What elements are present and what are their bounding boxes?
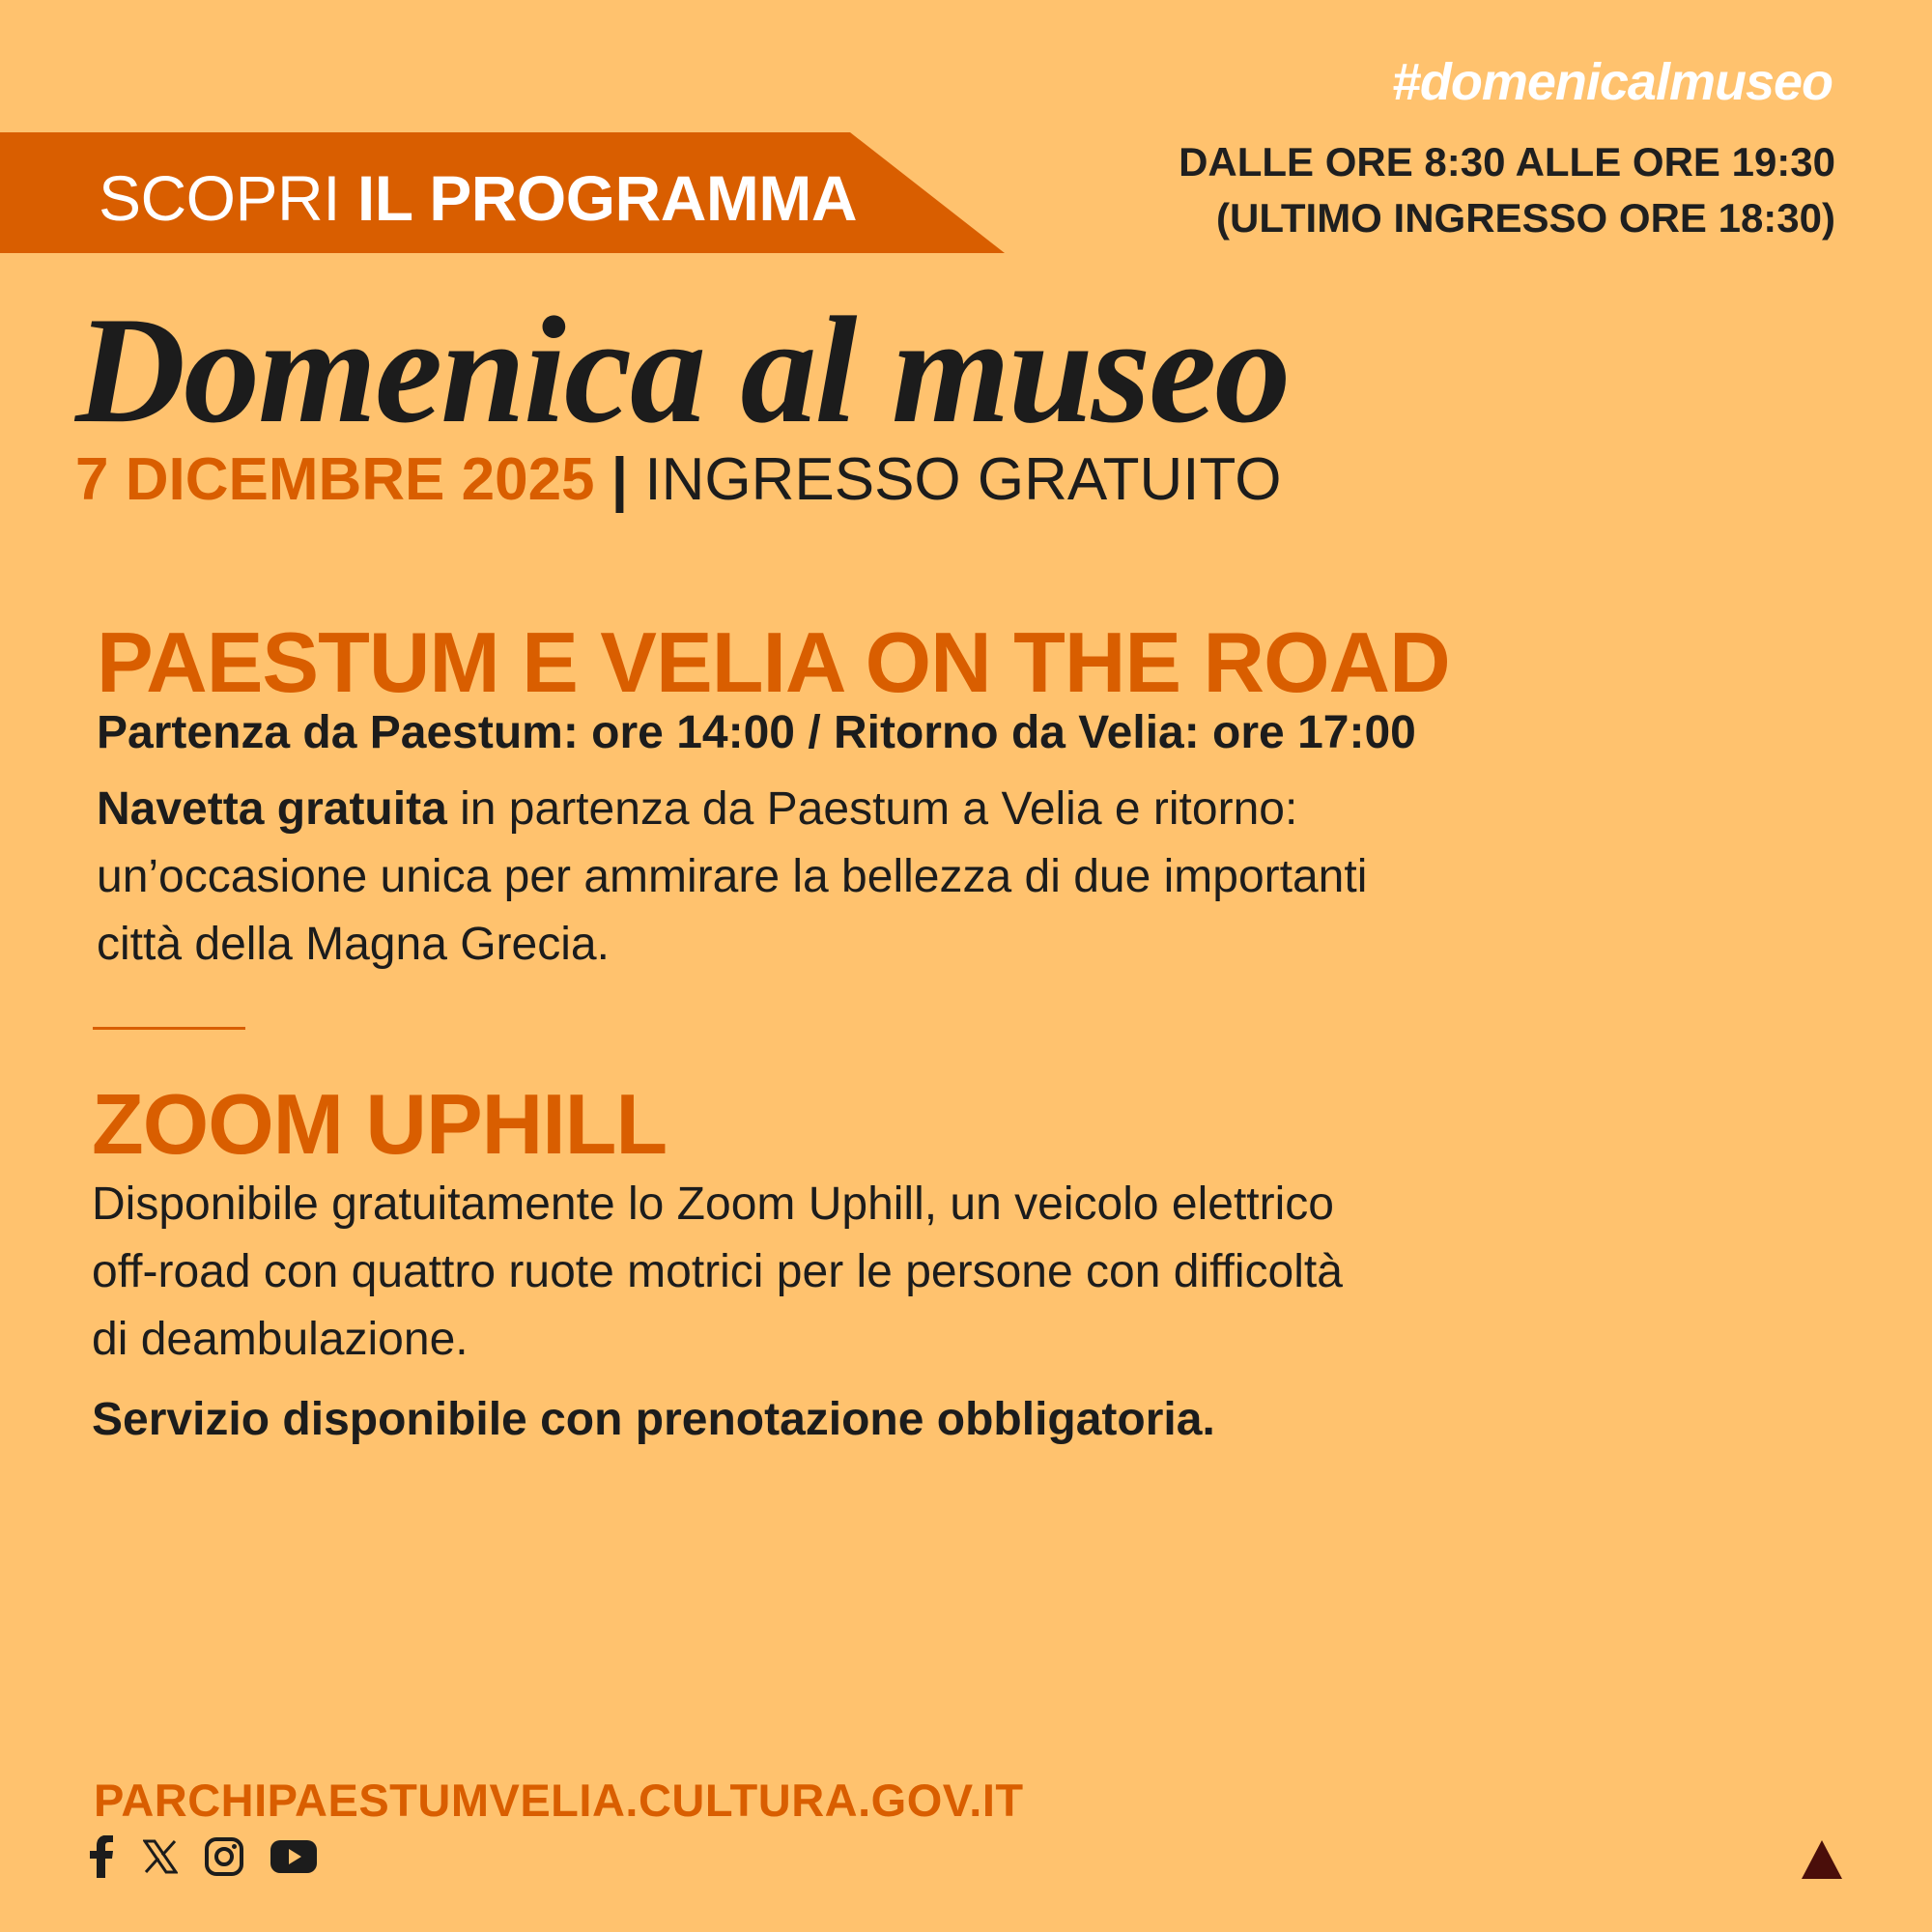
dateline-separator: | [611,446,629,513]
zoom-line-3: di deambulazione. [92,1314,469,1365]
event-title: Domenica al museo [75,286,1290,455]
website-link[interactable]: PARCHIPAESTUMVELIA.CULTURA.GOV.IT [94,1775,1024,1826]
hours-line-1: DALLE ORE 8:30 ALLE ORE 19:30 [1179,139,1835,185]
section-title-zoom-uphill: ZOOM UPHILL [92,1076,668,1172]
facebook-icon[interactable] [87,1835,116,1878]
description-line-1 [97,776,1367,843]
program-banner-label [99,164,857,232]
section-description-paestum-velia [97,776,1367,979]
social-icons [87,1835,317,1878]
event-dateline [75,446,1282,514]
instagram-icon[interactable] [205,1837,243,1876]
description-line-1-rest: in partenza da Paestum a Velia e ritorno: [446,783,1298,835]
hours-line-2: (ULTIMO INGRESSO ORE 18:30) [1216,195,1835,241]
hashtag: #domenicalmuseo [1391,53,1833,111]
triangle-logo [1802,1840,1842,1884]
zoom-line-1: Disponibile gratuitamente lo Zoom Uphill, un veicolo elettrico [92,1179,1334,1230]
x-icon[interactable] [143,1839,178,1874]
booking-note: Servizio disponibile con prenotazione obbligatoria. [92,1394,1215,1445]
youtube-icon[interactable] [270,1840,317,1873]
zoom-line-2: off-road con quattro ruote motrici per le persone con difficoltà [92,1246,1343,1297]
opening-hours [1179,134,1835,246]
event-entry: INGRESSO GRATUITO [644,446,1282,513]
banner-label-light: SCOPRI [99,162,341,234]
description-bold: Navetta gratuita [97,783,447,835]
section-divider [93,1027,245,1030]
event-date: 7 DICEMBRE 2025 [75,446,595,513]
section-schedule: Partenza da Paestum: ore 14:00 / Ritorno da Velia: ore 17:00 [97,707,1416,758]
banner-label-strong: IL PROGRAMMA [356,162,857,234]
description-line-3: città della Magna Grecia. [97,919,610,970]
section-description-zoom-uphill [92,1171,1343,1374]
section-title-paestum-velia: PAESTUM E VELIA ON THE ROAD [97,614,1450,710]
description-line-2: un’occasione unica per ammirare la bellezza di due importanti [97,851,1368,902]
